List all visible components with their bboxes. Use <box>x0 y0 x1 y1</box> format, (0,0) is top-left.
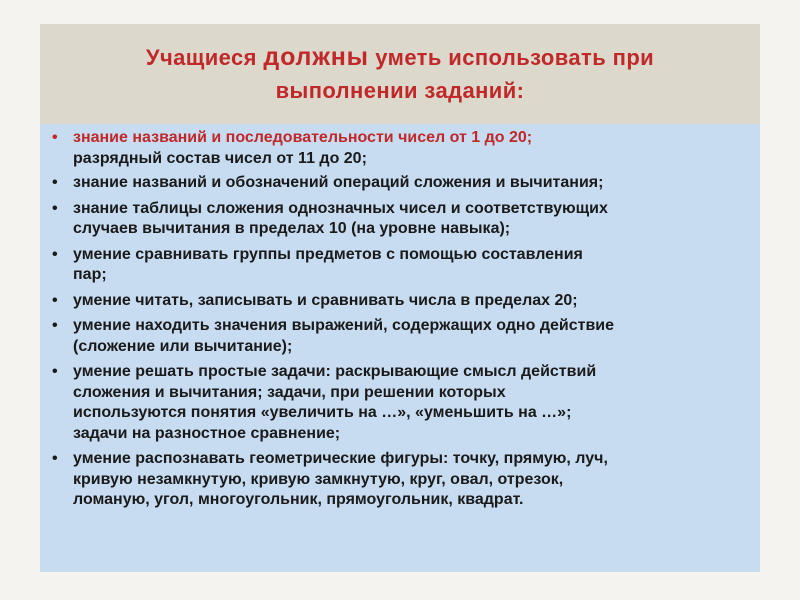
list-item <box>40 128 760 169</box>
title-emphasis: должны <box>263 43 369 71</box>
bullet-icon: • <box>52 450 58 467</box>
list-item-line: умение находить значения выражений, содержащих одно действие <box>73 317 615 334</box>
list-item <box>40 199 760 240</box>
list-item-line: (сложение или вычитание); <box>73 337 293 355</box>
bullet-icon: • <box>52 245 58 263</box>
list-item-line: задачи на разностное сравнение; <box>73 424 341 442</box>
bullet-icon: • <box>52 291 58 309</box>
list-item-line: ломаную, угол, многоугольник, прямоугольник, квадрат. <box>73 491 524 508</box>
list-item-line: умение читать, записывать и сравнивать числа в пределах 20; <box>73 291 578 309</box>
bullet-icon: • <box>52 174 58 191</box>
list-item-line: знание таблицы сложения однозначных чисел и соответствующих <box>73 199 608 217</box>
list-item <box>40 449 760 511</box>
bullet-list <box>40 124 760 511</box>
list-item-line: случаев вычитания в пределах 10 (на уровне навыка); <box>73 220 511 237</box>
list-item <box>40 362 760 444</box>
list-item-line: умение решать простые задачи: раскрывающие смысл действий <box>73 363 597 380</box>
list-item-line: используются понятия «увеличить на …», «уменьшить на …»; <box>73 404 572 421</box>
title-part-3: уметь использовать при <box>368 45 655 70</box>
list-item <box>40 316 760 357</box>
title-part-1: Учащиеся <box>145 45 264 70</box>
slide-title <box>146 41 654 107</box>
title-box <box>40 24 760 124</box>
list-item-line: умение распознавать геометрические фигуры: точку, прямую, луч, <box>73 450 608 467</box>
bullet-icon: • <box>52 199 58 217</box>
list-item-line: сложения и вычитания; задачи, при решении которых <box>73 383 506 401</box>
bullet-icon: • <box>52 129 58 146</box>
list-item-line: знание названий и последовательности чисел от 1 до 20; <box>73 129 533 146</box>
list-item <box>40 291 760 312</box>
bullet-icon: • <box>52 363 58 380</box>
list-item-line: кривую незамкнутую, кривую замкнутую, круг, овал, отрезок, <box>73 470 564 488</box>
list-item <box>40 173 760 194</box>
list-item-line: пар; <box>73 266 107 283</box>
list-item-line: умение сравнивать группы предметов с помощью составления <box>73 245 583 263</box>
title-line-2: выполнении заданий: <box>275 78 525 103</box>
list-item-line: знание названий и обозначений операций сложения и вычитания; <box>73 174 604 191</box>
content-box <box>40 124 760 572</box>
list-item-subline: разрядный состав чисел от 11 до 20; <box>73 149 367 167</box>
list-item <box>40 245 760 286</box>
bullet-icon: • <box>52 317 58 334</box>
